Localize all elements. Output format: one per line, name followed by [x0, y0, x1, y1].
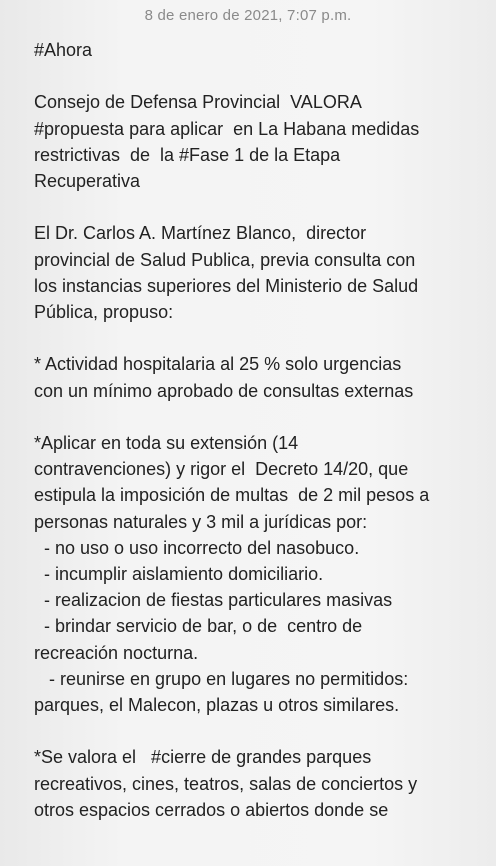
message-line: los instancias superiores del Ministerio de Salud [34, 275, 419, 296]
message-line: #propuesta para aplicar en La Habana medidas [34, 118, 420, 139]
message-line: *Aplicar en toda su extensión (14 [34, 432, 299, 453]
message-line: Consejo de Defensa Provincial VALORA [34, 92, 362, 113]
message-line [34, 404, 484, 430]
message-line: con un mínimo aprobado de consultas externas [34, 380, 414, 401]
message-line: otros espacios cerrados o abiertos donde se [34, 799, 389, 820]
message-line: - brindar servicio de bar, o de centro de [34, 616, 363, 637]
message-line [34, 63, 484, 89]
message-line [34, 718, 484, 744]
message-line: restrictivas de la #Fase 1 de la Etapa [34, 144, 341, 165]
message-line: Pública, propuso: [34, 302, 174, 322]
message-line: El Dr. Carlos A. Martínez Blanco, director [34, 223, 367, 244]
message-line: parques, el Malecon, plazas u otros similares. [34, 695, 400, 716]
message-line: estipula la imposición de multas de 2 mil pesos a [34, 485, 430, 506]
message-line: #Ahora [34, 40, 93, 60]
message-line: - incumplir aislamiento domiciliario. [34, 564, 324, 584]
message-line: - realizacion de fiestas particulares masivas [34, 590, 393, 611]
message-timestamp: 8 de enero de 2021, 7:07 p.m. [144, 7, 352, 24]
message-line: recreativos, cines, teatros, salas de conciertos y [34, 773, 418, 794]
message-body[interactable] [34, 37, 484, 823]
message-line: recreación nocturna. [34, 642, 199, 663]
message-line: * Actividad hospitalaria al 25 % solo urgencias [34, 354, 402, 375]
message-line: *Se valora el #cierre de grandes parques [34, 747, 372, 768]
message-line: - reunirse en grupo en lugares no permitidos: [34, 668, 409, 689]
message-line: contravenciones) y rigor el Decreto 14/20, que [34, 459, 409, 480]
message-line: Recuperativa [34, 171, 141, 191]
message-line: provincial de Salud Publica, previa consulta con [34, 249, 416, 270]
message-line [34, 194, 484, 220]
message-line: personas naturales y 3 mil a jurídicas por: [34, 511, 368, 532]
message-line [34, 325, 484, 351]
message-line: - no uso o uso incorrecto del nasobuco. [34, 537, 360, 558]
